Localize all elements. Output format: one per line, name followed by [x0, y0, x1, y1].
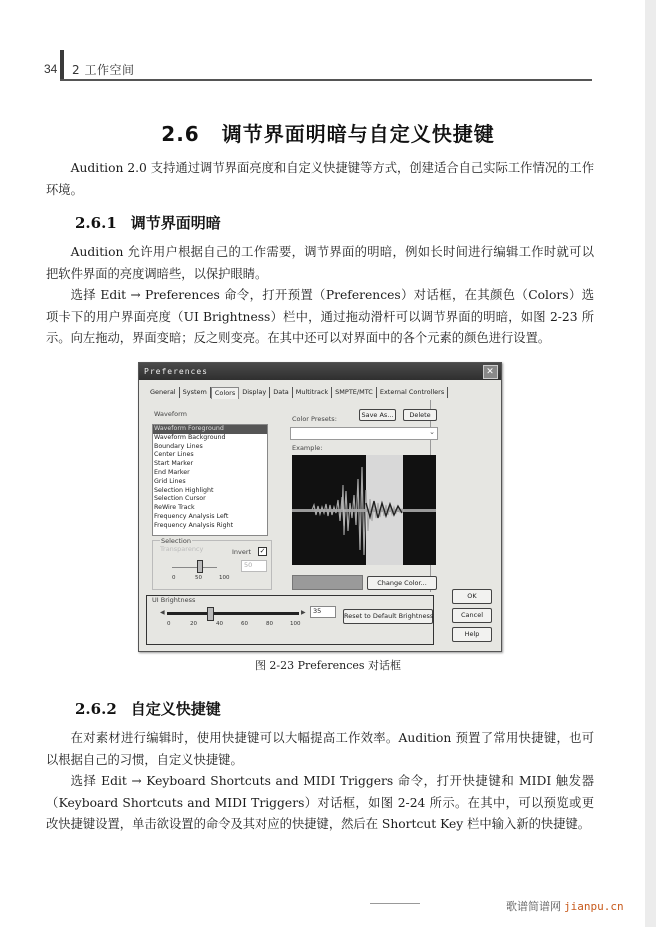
tab-smpte-mtc[interactable]: SMPTE/MTC — [332, 387, 377, 398]
tab-multitrack[interactable]: Multitrack — [293, 387, 332, 398]
list-item[interactable]: End Marker — [154, 468, 190, 476]
brightness-tick-0: 0 — [167, 621, 171, 627]
list-item[interactable]: Frequency Analysis Right — [154, 521, 234, 529]
dialog-title: Preferences — [144, 367, 208, 376]
subsection-2-body — [46, 728, 594, 836]
section-title — [0, 118, 656, 147]
change-color-button[interactable]: Change Color... — [367, 576, 437, 590]
brightness-tick-80: 80 — [266, 621, 273, 627]
watermark-url: jianpu.cn — [564, 900, 624, 913]
chevron-down-icon[interactable]: ⌄ — [429, 428, 435, 436]
reset-brightness-button[interactable]: Reset to Default Brightness — [343, 609, 433, 624]
brightness-tick-100: 100 — [290, 621, 301, 627]
watermark-site-name: 歌谱简谱网 — [506, 900, 561, 913]
subsection-title-2 — [75, 698, 221, 719]
tab-system[interactable]: System — [180, 387, 211, 398]
delete-button[interactable]: Delete — [403, 409, 437, 421]
invert-checkbox[interactable]: ✓ — [259, 547, 266, 555]
color-presets-dropdown[interactable] — [290, 427, 438, 440]
help-button[interactable]: Help — [452, 627, 492, 642]
brightness-tick-20: 20 — [190, 621, 197, 627]
waveform-label: Waveform — [154, 410, 187, 418]
list-item[interactable]: Grid Lines — [154, 477, 186, 485]
list-item[interactable]: Selection Highlight — [154, 486, 214, 494]
preferences-dialog — [138, 362, 502, 652]
cancel-button[interactable]: Cancel — [452, 608, 492, 623]
ui-brightness-slider-track[interactable] — [167, 612, 299, 615]
invert-label: Invert — [232, 548, 252, 556]
subsection-1-body — [46, 242, 594, 350]
list-item[interactable]: Boundary Lines — [154, 442, 203, 450]
slider-left-arrow-icon[interactable]: ◀ — [160, 609, 165, 616]
list-item[interactable]: ReWire Track — [154, 504, 195, 512]
selection-tick-0: 0 — [172, 575, 176, 581]
running-header-chapter: 2 工作空间 — [72, 63, 135, 77]
selection-tick-50: 50 — [195, 575, 202, 581]
watermark — [506, 898, 624, 914]
tab-colors[interactable]: Colors — [211, 387, 239, 399]
list-item[interactable]: Selection Cursor — [154, 495, 206, 503]
selection-slider-thumb[interactable] — [197, 560, 203, 573]
tab-data[interactable]: Data — [270, 387, 293, 398]
paragraph: 在对素材进行编辑时，使用快捷键可以大幅提高工作效率。Audition 预置了常用快捷键，也可以根据自己的习惯，自定义快捷键。 — [46, 731, 594, 767]
section-number: 2.6 — [161, 122, 200, 146]
waveform-element-list[interactable] — [152, 424, 268, 536]
tab-general[interactable]: General — [147, 387, 180, 398]
paragraph: 选择 Edit → Preferences 命令，打开预置（Preferences）对话框，在其颜色（Colors）选项卡下的用户界面亮度（UI Brightness）栏中，通过拖动滑杆可以调节界面的明暗，如图 2-23 所示。向左拖动，界面变暗；反之则变亮。在其中还可以对界面中的各个元素的颜色进行设置。 — [46, 288, 594, 345]
brightness-tick-40: 40 — [216, 621, 223, 627]
tab-external-controllers[interactable]: External Controllers — [377, 387, 448, 398]
waveform-graphic — [292, 455, 436, 565]
figure-caption: 图 2-23 Preferences 对话框 — [254, 659, 402, 672]
save-as-button[interactable]: Save As... — [359, 409, 396, 421]
paragraph: 选择 Edit → Keyboard Shortcuts and MIDI Triggers 命令，打开快捷键和 MIDI 触发器（Keyboard Shortcuts and MIDI Triggers）对话框，如图 2-24 所示。在其中，可以预览或更改快捷键设置，单击欲设置的命令及其对应的快捷键，然后在 Shortcut Key 栏中输入新的快捷键。 — [46, 774, 594, 831]
close-icon[interactable]: ✕ — [483, 365, 498, 379]
ui-brightness-label: UI Brightness — [152, 596, 196, 604]
ui-brightness-input[interactable]: 35 — [310, 606, 336, 618]
dialog-titlebar[interactable] — [139, 363, 501, 380]
footer-divider — [370, 903, 420, 904]
intro-text: Audition 2.0 支持通过调节界面亮度和自定义快捷键等方式，创建适合自己实际工作情况的工作环境。 — [46, 161, 594, 197]
color-swatch[interactable] — [292, 575, 363, 590]
subsection-number: 2.6.1 — [75, 214, 117, 232]
paragraph: Audition 允许用户根据自己的工作需要，调节界面的明暗，例如长时间进行编辑工作时就可以把软件界面的亮度调暗些，以保护眼睛。 — [46, 245, 594, 281]
tab-bar — [147, 387, 448, 399]
selection-tick-100: 100 — [219, 575, 230, 581]
list-item[interactable]: Center Lines — [154, 451, 194, 459]
transparency-label: Transparency — [160, 545, 204, 553]
ok-button[interactable]: OK — [452, 589, 492, 604]
selection-transparency-input[interactable]: 50 — [241, 560, 267, 572]
intro-paragraph — [46, 158, 594, 201]
tab-display[interactable]: Display — [239, 387, 270, 398]
waveform-example-preview — [292, 455, 436, 565]
selection-slider-track[interactable] — [172, 567, 217, 568]
subsection-title-text: 调节界面明暗 — [130, 214, 221, 232]
example-label: Example: — [292, 444, 323, 452]
subsection-title-text: 自定义快捷键 — [130, 700, 221, 718]
brightness-tick-60: 60 — [241, 621, 248, 627]
list-item[interactable]: Waveform Background — [154, 433, 226, 441]
page-number: 34 — [44, 62, 58, 76]
header-rule — [60, 79, 592, 81]
list-item[interactable]: Start Marker — [154, 460, 194, 468]
list-item[interactable]: Waveform Foreground — [153, 425, 267, 434]
selection-label: Selection — [161, 537, 191, 545]
ui-brightness-slider-thumb[interactable] — [207, 607, 214, 621]
list-item[interactable]: Frequency Analysis Left — [154, 512, 229, 520]
subsection-number: 2.6.2 — [75, 700, 117, 718]
subsection-title-1 — [75, 212, 221, 233]
section-title-text: 调节界面明暗与自定义快捷键 — [221, 122, 495, 146]
color-presets-label: Color Presets: — [292, 415, 337, 423]
slider-right-arrow-icon[interactable]: ▶ — [301, 609, 306, 616]
header-bar — [60, 50, 64, 81]
